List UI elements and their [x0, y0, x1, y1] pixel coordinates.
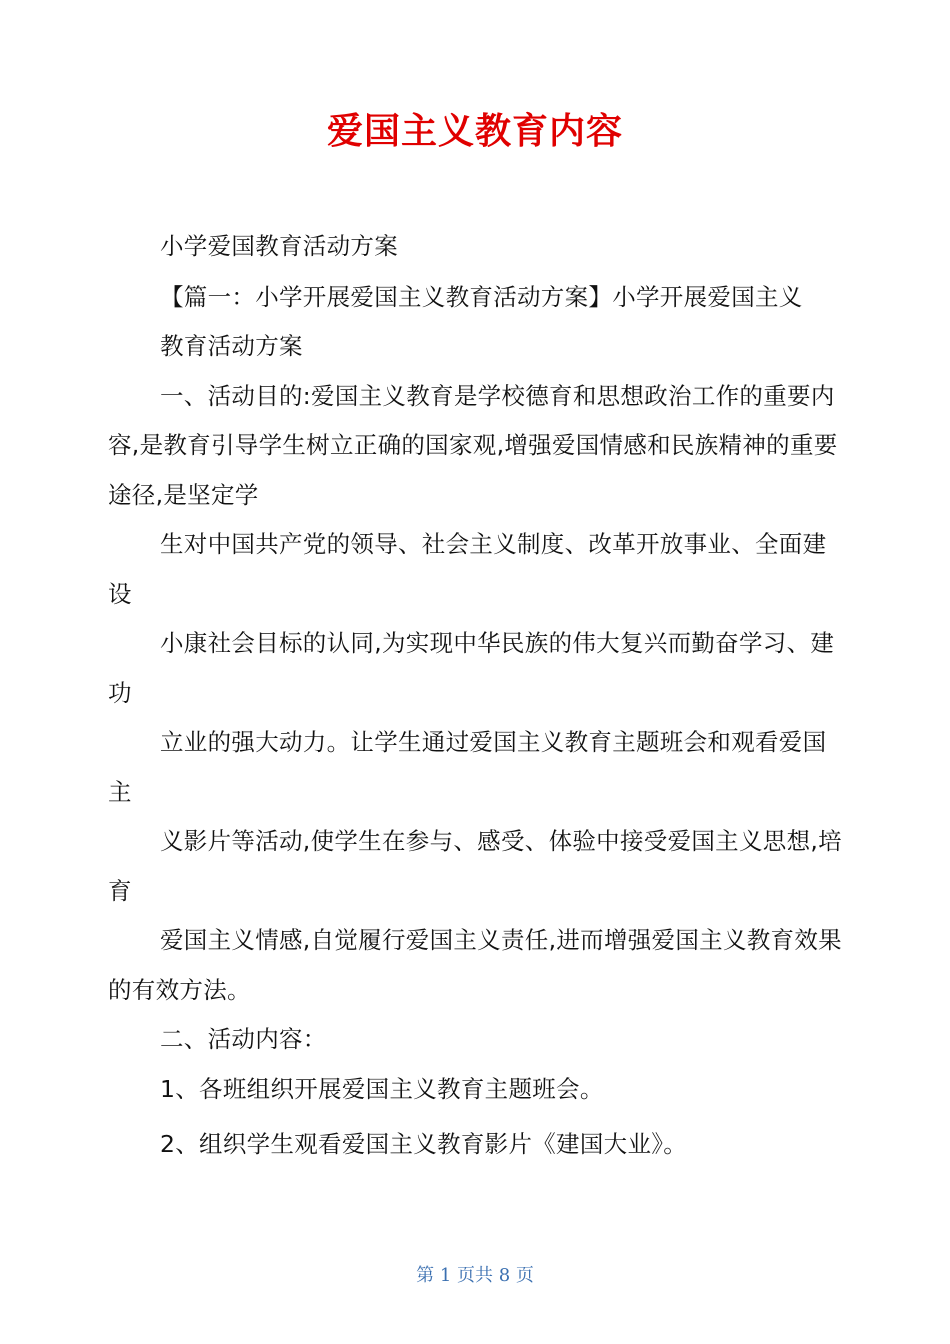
paragraph-goal-cont-4: 义影片等活动,使学生在参与、感受、体验中接受爱国主义思想,培育 — [108, 827, 842, 905]
page-number-footer: 第 1 页共 8 页 — [416, 1265, 534, 1286]
paragraph-goal-cont-2: 小康社会目标的认同,为实现中华民族的伟大复兴而勤奋学习、建功 — [108, 629, 835, 707]
paragraph-content-item-2: 2、组织学生观看爱国主义教育影片《建国大业》。 — [160, 1130, 688, 1158]
document-body — [108, 222, 842, 1170]
document-title: 爱国主义教育内容 — [326, 111, 623, 152]
paragraph-goal: 一、活动目的:爱国主义教育是学校德育和思想政治工作的重要内容,是教育引导学生树立正确的国家观,增强爱国情感和民族精神的重要途径,是坚定学 — [108, 381, 838, 509]
paragraph-heading: 小学爱国教育活动方案 — [160, 232, 398, 260]
paragraph-part-one-title-cont: 教育活动方案 — [160, 332, 303, 360]
paragraph-goal-cont-5: 爱国主义情感,自觉履行爱国主义责任,进而增强爱国主义教育效果的有效方法。 — [108, 926, 842, 1004]
paragraph-content-heading: 二、活动内容： — [160, 1025, 327, 1053]
paragraph-part-one-title: 【篇一：小学开展爱国主义教育活动方案】小学开展爱国主义 — [160, 282, 803, 311]
paragraph-content-item-1: 1、各班组织开展爱国主义教育主题班会。 — [160, 1074, 604, 1103]
paragraph-goal-cont-1: 生对中国共产党的领导、社会主义制度、改革开放事业、全面建设 — [108, 530, 827, 608]
paragraph-goal-cont-3: 立业的强大动力。让学生通过爱国主义教育主题班会和观看爱国主 — [108, 728, 827, 806]
